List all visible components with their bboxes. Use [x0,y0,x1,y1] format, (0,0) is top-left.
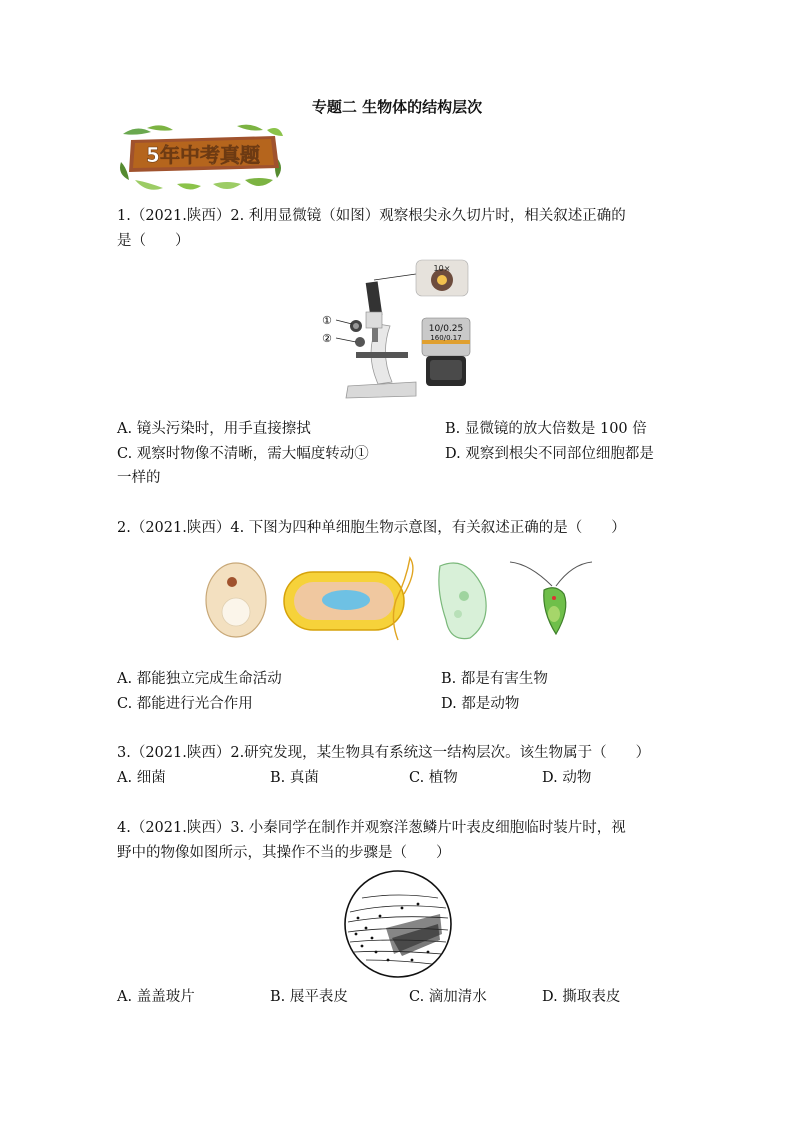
microscope-icon [316,256,488,404]
question-3-option-b: B. 真菌 [270,770,319,786]
question-2-option-b: B. 都是有害生物 [441,671,548,687]
microscope-view-icon [342,868,454,980]
eyepiece-label: 10× [433,264,451,273]
question-4-option-d: D. 撕取表皮 [542,989,621,1005]
question-4-stem-line-1: 4.（2021.陕西）3. 小秦同学在制作并观察洋葱鳞片叶表皮细胞临时装片时，视 [117,820,626,836]
question-1-option-d: D. 观察到根尖不同部位细胞都是 [445,446,654,462]
question-3-option-c: C. 植物 [409,770,458,786]
question-4-option-c: C. 滴加清水 [409,989,487,1005]
question-3-option-a: A. 细菌 [117,770,166,786]
question-2-option-a: A. 都能独立完成生命活动 [117,671,282,687]
onion-cells-figure [342,868,454,980]
cells-icon [200,550,600,646]
leaf-banner-icon [117,122,285,194]
question-4-option-a: A. 盖盖玻片 [117,989,195,1005]
marker-2: ② [322,332,332,345]
question-1-stem-line-1: 1.（2021.陕西）2. 利用显微镜（如图）观察根尖永久切片时，相关叙述正确的 [117,208,626,224]
objective-label-2: 160/0.17 [430,334,462,342]
microscope-figure [316,256,488,404]
question-2-option-c: C. 都能进行光合作用 [117,696,253,712]
objective-label-1: 10/0.25 [428,324,464,334]
page-title: 专题二 生物体的结构层次 [311,98,483,116]
question-4-option-b: B. 展平表皮 [270,989,348,1005]
question-1-option-b: B. 显微镜的放大倍数是 100 倍 [445,421,647,437]
question-1-option-d-continued: 一样的 [117,470,161,486]
question-1-option-a: A. 镜头污染时，用手直接擦拭 [117,421,311,437]
single-cell-organisms-figure [200,550,600,646]
question-1-stem-line-2: 是（ ） [117,233,190,249]
question-3-option-d: D. 动物 [542,770,592,786]
marker-1: ① [322,314,332,327]
question-3-stem: 3.（2021.陕西）2.研究发现，某生物具有系统这一结构层次。该生物属于（ ） [117,745,651,761]
question-2-option-d: D. 都是动物 [441,696,520,712]
section-banner [117,122,285,194]
question-4-stem-line-2: 野中的物像如图所示，其操作不当的步骤是（ ） [117,845,451,861]
question-2-stem: 2.（2021.陕西）4. 下图为四种单细胞生物示意图，有关叙述正确的是（ ） [117,520,626,536]
question-1-option-c: C. 观察时物像不清晰，需大幅度转动① [117,446,369,462]
banner-text: 5年中考真题 [146,143,260,167]
